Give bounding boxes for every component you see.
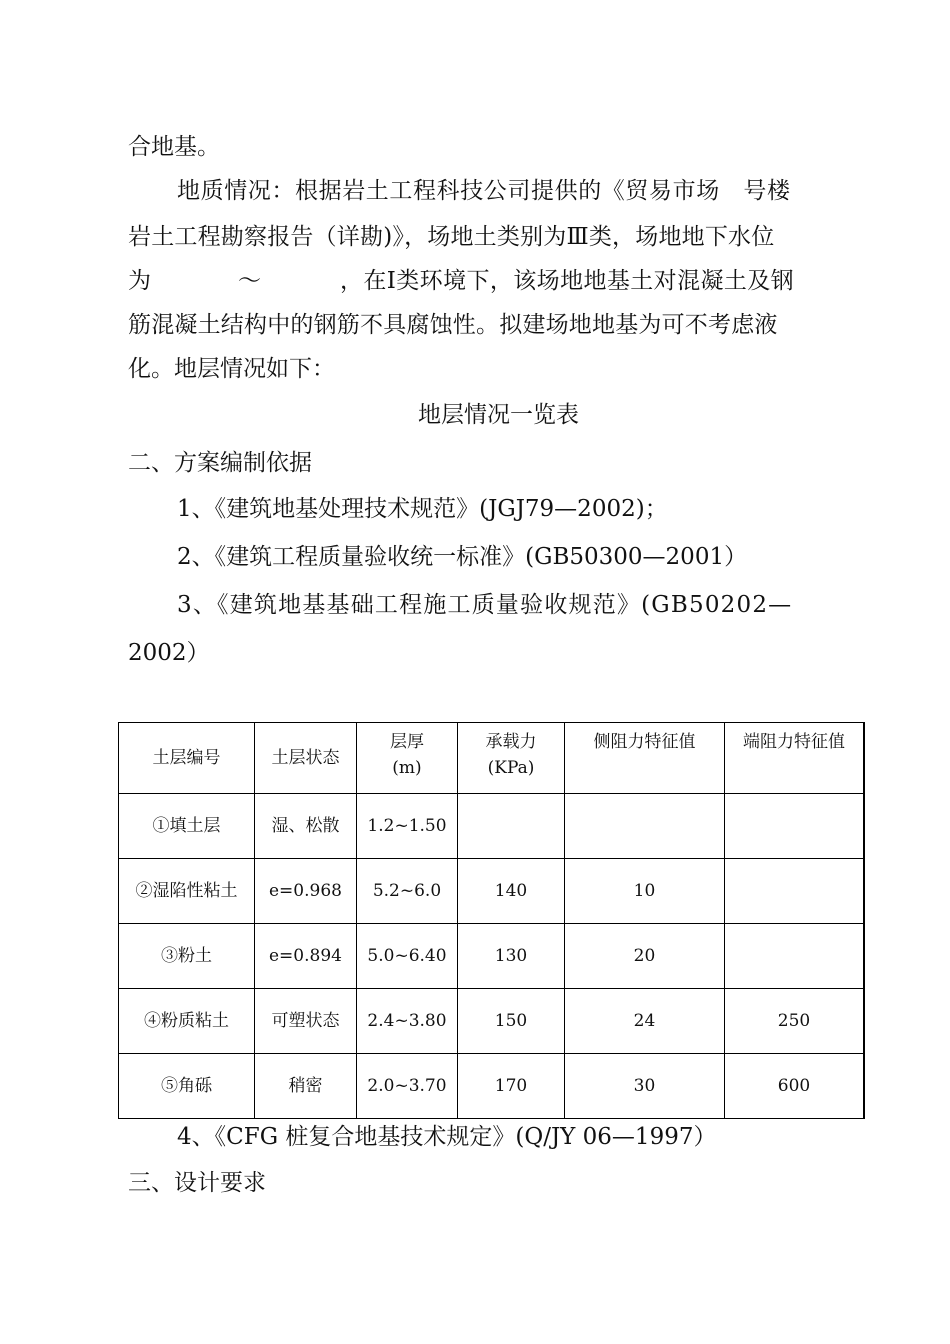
section-heading: 二、方案编制依据 bbox=[128, 450, 312, 476]
table-cell bbox=[458, 794, 565, 859]
table-cell: ⑤角砾 bbox=[119, 1054, 255, 1119]
table-cell: 130 bbox=[458, 924, 565, 989]
header-cell: 土层状态 bbox=[255, 723, 357, 794]
header-text: 层厚 bbox=[390, 732, 424, 752]
paragraph-line: 合地基。 bbox=[128, 134, 220, 160]
table-cell: 2.0~3.70 bbox=[357, 1054, 458, 1119]
table-row bbox=[119, 924, 865, 989]
paragraph-text: ，在Ⅰ类环境下，该场地地基土对混凝土及钢 bbox=[340, 268, 795, 294]
table-row bbox=[119, 859, 865, 924]
table-row bbox=[119, 989, 865, 1054]
table-cell: ④粉质粘土 bbox=[119, 989, 255, 1054]
table-cell: 5.2~6.0 bbox=[357, 859, 458, 924]
soil-layer-table bbox=[118, 722, 865, 1119]
table-cell: 10 bbox=[565, 859, 725, 924]
paragraph-text: 地质情况：根据岩土工程科技公司提供的《贸易市场 号楼 bbox=[177, 178, 791, 204]
table-cell: 1.2~1.50 bbox=[357, 794, 458, 859]
table-cell: ①填土层 bbox=[119, 794, 255, 859]
header-cell: 土层编号 bbox=[119, 723, 255, 794]
table-cell: 250 bbox=[725, 989, 865, 1054]
reference-item: 1、《建筑地基处理技术规范》(JGJ79—2002)； bbox=[177, 496, 668, 522]
table-cell: 湿、松散 bbox=[255, 794, 357, 859]
table-row bbox=[119, 1054, 865, 1119]
table-cell bbox=[565, 794, 725, 859]
table-cell: 140 bbox=[458, 859, 565, 924]
paragraph-line: 岩土工程勘察报告（详勘)》，场地土类别为Ⅲ类，场地地下水位 bbox=[128, 224, 775, 250]
table-header-row bbox=[119, 723, 865, 794]
reference-item: 2002） bbox=[128, 640, 210, 666]
table-caption: 地层情况一览表 bbox=[418, 402, 579, 428]
header-cell bbox=[458, 723, 565, 794]
table-cell bbox=[725, 924, 865, 989]
table-cell: ②湿陷性粘土 bbox=[119, 859, 255, 924]
reference-item: 2、《建筑工程质量验收统一标准》(GB50300—2001） bbox=[177, 544, 748, 570]
paragraph-line: 化。地层情况如下： bbox=[128, 356, 335, 382]
table-cell: 20 bbox=[565, 924, 725, 989]
header-cell: 端阻力特征值 bbox=[725, 723, 865, 794]
paragraph-line bbox=[128, 266, 151, 296]
table-cell: 30 bbox=[565, 1054, 725, 1119]
table-cell bbox=[725, 859, 865, 924]
header-cell bbox=[357, 723, 458, 794]
paragraph-line: 筋混凝土结构中的钢筋不具腐蚀性。拟建场地地基为可不考虑液 bbox=[128, 312, 778, 338]
section-heading: 三、设计要求 bbox=[128, 1170, 266, 1196]
header-unit: (KPa) bbox=[487, 758, 535, 778]
paragraph-text: ～ bbox=[238, 268, 261, 294]
header-cell: 侧阻力特征值 bbox=[565, 723, 725, 794]
table-cell: 600 bbox=[725, 1054, 865, 1119]
reference-item: 3、《建筑地基基础工程施工质量验收规范》(GB50202— bbox=[177, 592, 793, 618]
table-cell: e=0.894 bbox=[255, 924, 357, 989]
table-cell: 150 bbox=[458, 989, 565, 1054]
paragraph-text: 为 bbox=[128, 268, 151, 294]
table-cell: 170 bbox=[458, 1054, 565, 1119]
reference-item: 4、《CFG 桩复合地基技术规定》(Q/JY 06—1997） bbox=[177, 1124, 717, 1150]
paragraph-line bbox=[177, 176, 837, 206]
table-cell: 2.4~3.80 bbox=[357, 989, 458, 1054]
table-row bbox=[119, 794, 865, 859]
table-cell: ③粉土 bbox=[119, 924, 255, 989]
table-cell: 5.0~6.40 bbox=[357, 924, 458, 989]
header-text: 承载力 bbox=[485, 732, 537, 752]
table-cell: 24 bbox=[565, 989, 725, 1054]
table-cell: e=0.968 bbox=[255, 859, 357, 924]
header-unit: (m) bbox=[392, 758, 422, 778]
table-cell: 可塑状态 bbox=[255, 989, 357, 1054]
table-cell bbox=[725, 794, 865, 859]
table-cell: 稍密 bbox=[255, 1054, 357, 1119]
